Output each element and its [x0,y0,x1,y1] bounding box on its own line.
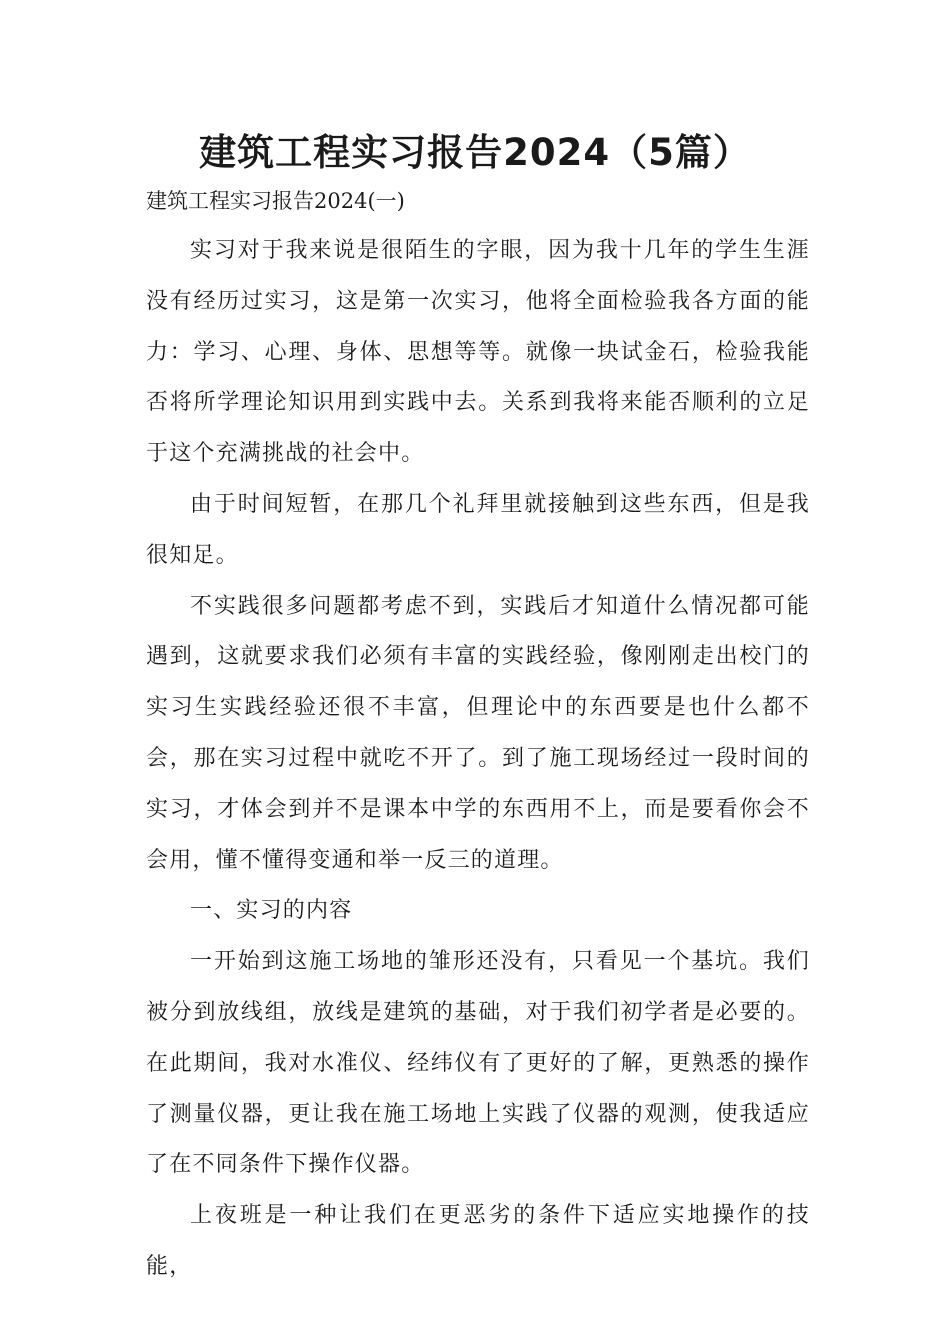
paragraph-time: 由于时间短暂，在那几个礼拜里就接触到这些东西，但是我很知足。 [146,491,810,568]
paragraph-site: 一开始到这施工场地的雏形还没有，只看见一个基坑。我们被分到放线组，放线是建筑的基础，对于我们初学者是必要的。在此期间，我对水准仪、经纬仪有了更好的了解，更熟悉的操作了测量仪器，更让我在施工场地上实践了仪器的观测，使我适应了在不同条件下操作仪器。 [146,949,810,1178]
paragraph-night-shift: 上夜班是一种让我们在更恶劣的条件下适应实地操作的技能， [146,1203,810,1279]
section-heading-content: 一、实习的内容 [190,898,353,924]
document-title: 建筑工程实习报告2024（5篇） [199,131,751,174]
paragraph-intro: 实习对于我来说是很陌生的字眼，因为我十几年的学生生涯没有经历过实习，这是第一次实习，他将全面检验我各方面的能力：学习、心理、身体、思想等等。就像一块试金石，检验我能否将所学理论知识用到实践中去。关系到我将来能否顺利的立足于这个充满挑战的社会中。 [146,238,810,467]
document-subtitle: 建筑工程实习报告2024(一) [146,189,405,213]
document-body [146,226,810,1293]
paragraph-practice: 不实践很多问题都考虑不到，实践后才知道什么情况都可能遇到，这就要求我们必须有丰富的实践经验，像刚刚走出校门的实习生实践经验还很不丰富，但理论中的东西要是也什么都不会，那在实习过程中就吃不开了。到了施工现场经过一段时间的实习，才体会到并不是课本中学的东西用不上，而是要看你会不会用，懂不懂得变通和举一反三的道理。 [146,593,810,873]
